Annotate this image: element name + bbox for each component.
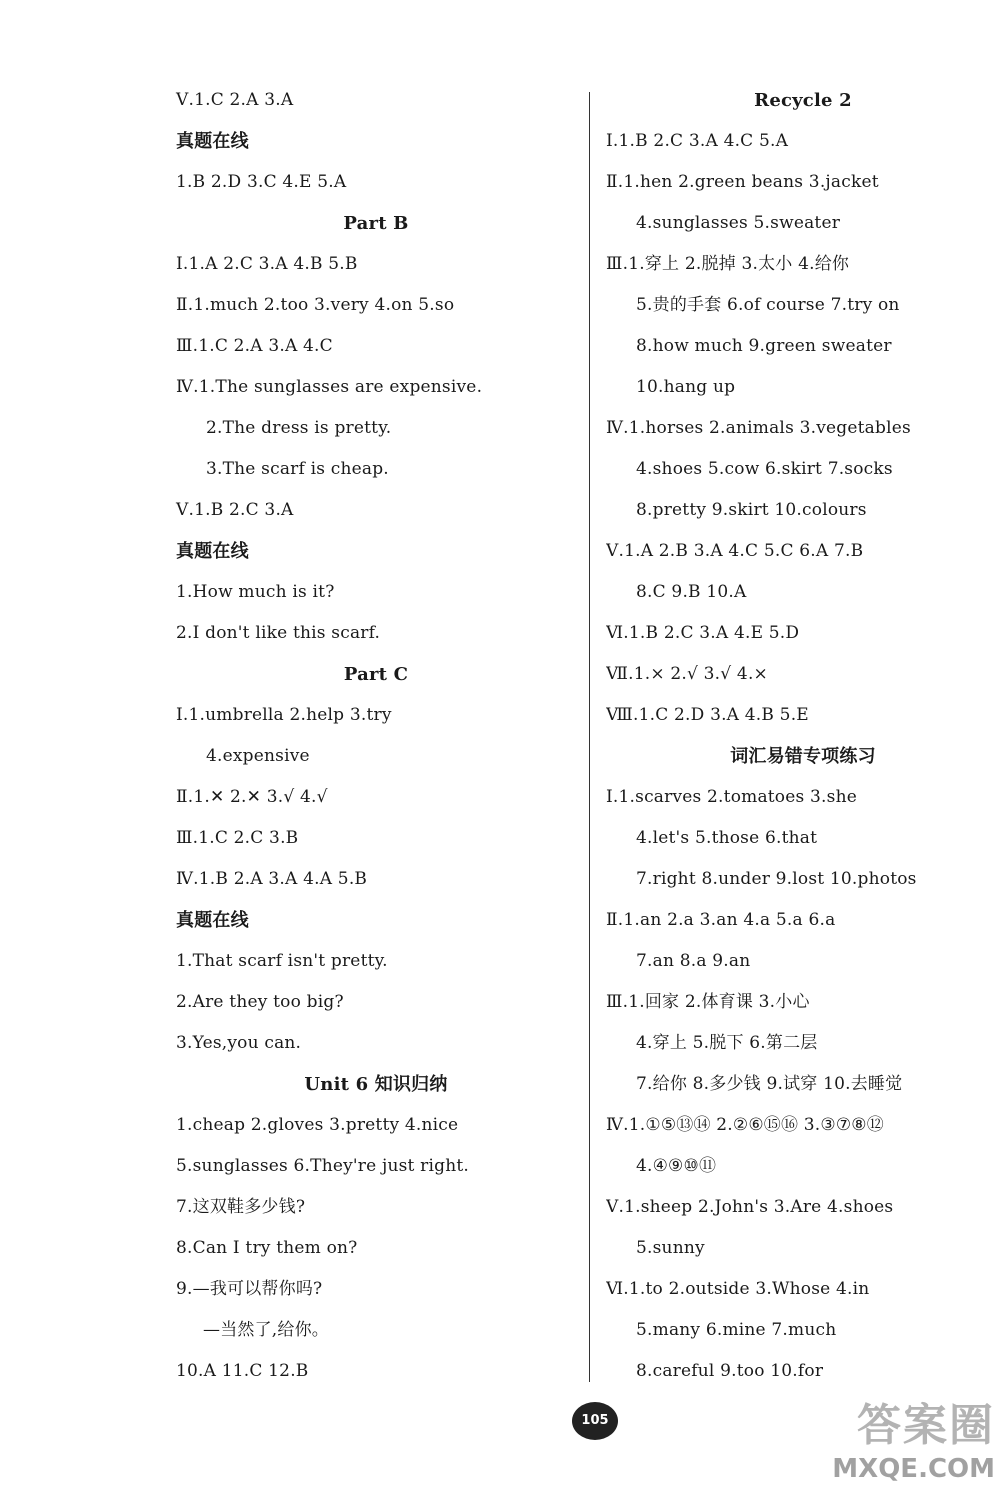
answer-line: 1.B 2.D 3.C 4.E 5.A xyxy=(176,172,347,192)
answer-line-continued: 8.how much 9.green sweater xyxy=(636,336,892,356)
answer-line: Ⅱ.1.much 2.too 3.very 4.on 5.so xyxy=(176,295,455,315)
answer-line: Ⅶ.1.× 2.√ 3.√ 4.× xyxy=(606,664,768,684)
left-column xyxy=(176,80,576,1392)
answer-line: Ⅱ.1.an 2.a 3.an 4.a 5.a 6.a xyxy=(606,910,836,930)
section-heading: Part B xyxy=(343,213,409,234)
answer-line-continued: 4.expensive xyxy=(206,746,310,766)
answer-line: 7.这双鞋多少钱? xyxy=(176,1197,306,1217)
answer-line-continued: 5.贵的手套 6.of course 7.try on xyxy=(636,295,900,315)
subsection-label: 真题在线 xyxy=(176,541,249,562)
answer-line-continued: 4.④⑨⑩⑪ xyxy=(636,1156,717,1176)
subsection-label: 真题在线 xyxy=(176,131,249,152)
answer-line-continued: —当然了,给你。 xyxy=(203,1320,330,1340)
answer-line: Ⅳ.1.The sunglasses are expensive. xyxy=(176,377,483,397)
answer-line: Ⅲ.1.C 2.C 3.B xyxy=(176,828,299,848)
section-heading: 词汇易错专项练习 xyxy=(730,746,876,767)
answer-line-continued: 4.穿上 5.脱下 6.第二层 xyxy=(636,1033,818,1053)
answer-line: 2.I don't like this scarf. xyxy=(176,623,381,643)
subsection-label: 真题在线 xyxy=(176,910,249,931)
answer-line: 5.sunglasses 6.They're just right. xyxy=(176,1156,469,1176)
answer-line: Ⅳ.1.horses 2.animals 3.vegetables xyxy=(606,418,911,438)
answer-line: Ⅰ.1.umbrella 2.help 3.try xyxy=(176,705,392,725)
section-heading: Part C xyxy=(343,664,409,685)
section-heading: Unit 6 知识归纳 xyxy=(304,1074,448,1095)
answer-line-continued: 2.The dress is pretty. xyxy=(206,418,392,438)
answer-line: Ⅵ.1.B 2.C 3.A 4.E 5.D xyxy=(606,623,800,643)
answer-line-continued: 7.给你 8.多少钱 9.试穿 10.去睡觉 xyxy=(636,1074,903,1094)
answer-line: Ⅲ.1.C 2.A 3.A 4.C xyxy=(176,336,333,356)
answer-line-continued: 4.sunglasses 5.sweater xyxy=(636,213,841,233)
answer-line-continued: 5.sunny xyxy=(636,1238,705,1258)
answer-line-continued: 10.hang up xyxy=(636,377,736,397)
section-heading: Recycle 2 xyxy=(754,90,852,111)
answer-line: 8.Can I try them on? xyxy=(176,1238,358,1258)
answer-line-continued: 7.an 8.a 9.an xyxy=(636,951,751,971)
answer-line: Ⅴ.1.B 2.C 3.A xyxy=(176,500,294,520)
answer-line: Ⅰ.1.A 2.C 3.A 4.B 5.B xyxy=(176,254,358,274)
answer-line: Ⅲ.1.穿上 2.脱掉 3.太小 4.给你 xyxy=(606,254,850,274)
answer-line: Ⅴ.1.C 2.A 3.A xyxy=(176,90,294,110)
answer-line: Ⅱ.1.✕ 2.✕ 3.√ 4.√ xyxy=(176,787,328,807)
answer-line: 9.—我可以帮你吗? xyxy=(176,1279,323,1299)
answer-line: Ⅰ.1.scarves 2.tomatoes 3.she xyxy=(606,787,857,807)
watermark-url: MXQE.COM xyxy=(832,1454,995,1484)
answer-line: 1.cheap 2.gloves 3.pretty 4.nice xyxy=(176,1115,459,1135)
answer-line: Ⅴ.1.sheep 2.John's 3.Are 4.shoes xyxy=(606,1197,894,1217)
answer-line: Ⅳ.1.B 2.A 3.A 4.A 5.B xyxy=(176,869,368,889)
answer-line: 1.That scarf isn't pretty. xyxy=(176,951,388,971)
answer-line: Ⅳ.1.①⑤⑬⑭ 2.②⑥⑮⑯ 3.③⑦⑧⑫ xyxy=(606,1115,884,1135)
answer-line-continued: 8.careful 9.too 10.for xyxy=(636,1361,824,1381)
answer-line-continued: 5.many 6.mine 7.much xyxy=(636,1320,837,1340)
answer-line: Ⅲ.1.回家 2.体育课 3.小心 xyxy=(606,992,810,1012)
right-column xyxy=(606,80,1000,1392)
answer-line: Ⅱ.1.hen 2.green beans 3.jacket xyxy=(606,172,879,192)
answer-line: Ⅰ.1.B 2.C 3.A 4.C 5.A xyxy=(606,131,789,151)
column-divider xyxy=(589,92,590,1382)
answer-line-continued: 4.shoes 5.cow 6.skirt 7.socks xyxy=(636,459,893,479)
answer-line-continued: 8.pretty 9.skirt 10.colours xyxy=(636,500,867,520)
answer-line-continued: 4.let's 5.those 6.that xyxy=(636,828,818,848)
answer-line: 1.How much is it? xyxy=(176,582,335,602)
answer-line: Ⅵ.1.to 2.outside 3.Whose 4.in xyxy=(606,1279,870,1299)
answer-line-continued: 3.The scarf is cheap. xyxy=(206,459,389,479)
answer-line: 2.Are they too big? xyxy=(176,992,344,1012)
watermark-stamp: 答案圈 xyxy=(857,1400,995,1451)
answer-line-continued: 7.right 8.under 9.lost 10.photos xyxy=(636,869,917,889)
answer-line: Ⅷ.1.C 2.D 3.A 4.B 5.E xyxy=(606,705,809,725)
answer-line: 3.Yes,you can. xyxy=(176,1033,302,1053)
answer-line-continued: 8.C 9.B 10.A xyxy=(636,582,747,602)
answer-line: 10.A 11.C 12.B xyxy=(176,1361,309,1381)
answer-line: Ⅴ.1.A 2.B 3.A 4.C 5.C 6.A 7.B xyxy=(606,541,864,561)
page-number: 105 xyxy=(572,1402,618,1440)
